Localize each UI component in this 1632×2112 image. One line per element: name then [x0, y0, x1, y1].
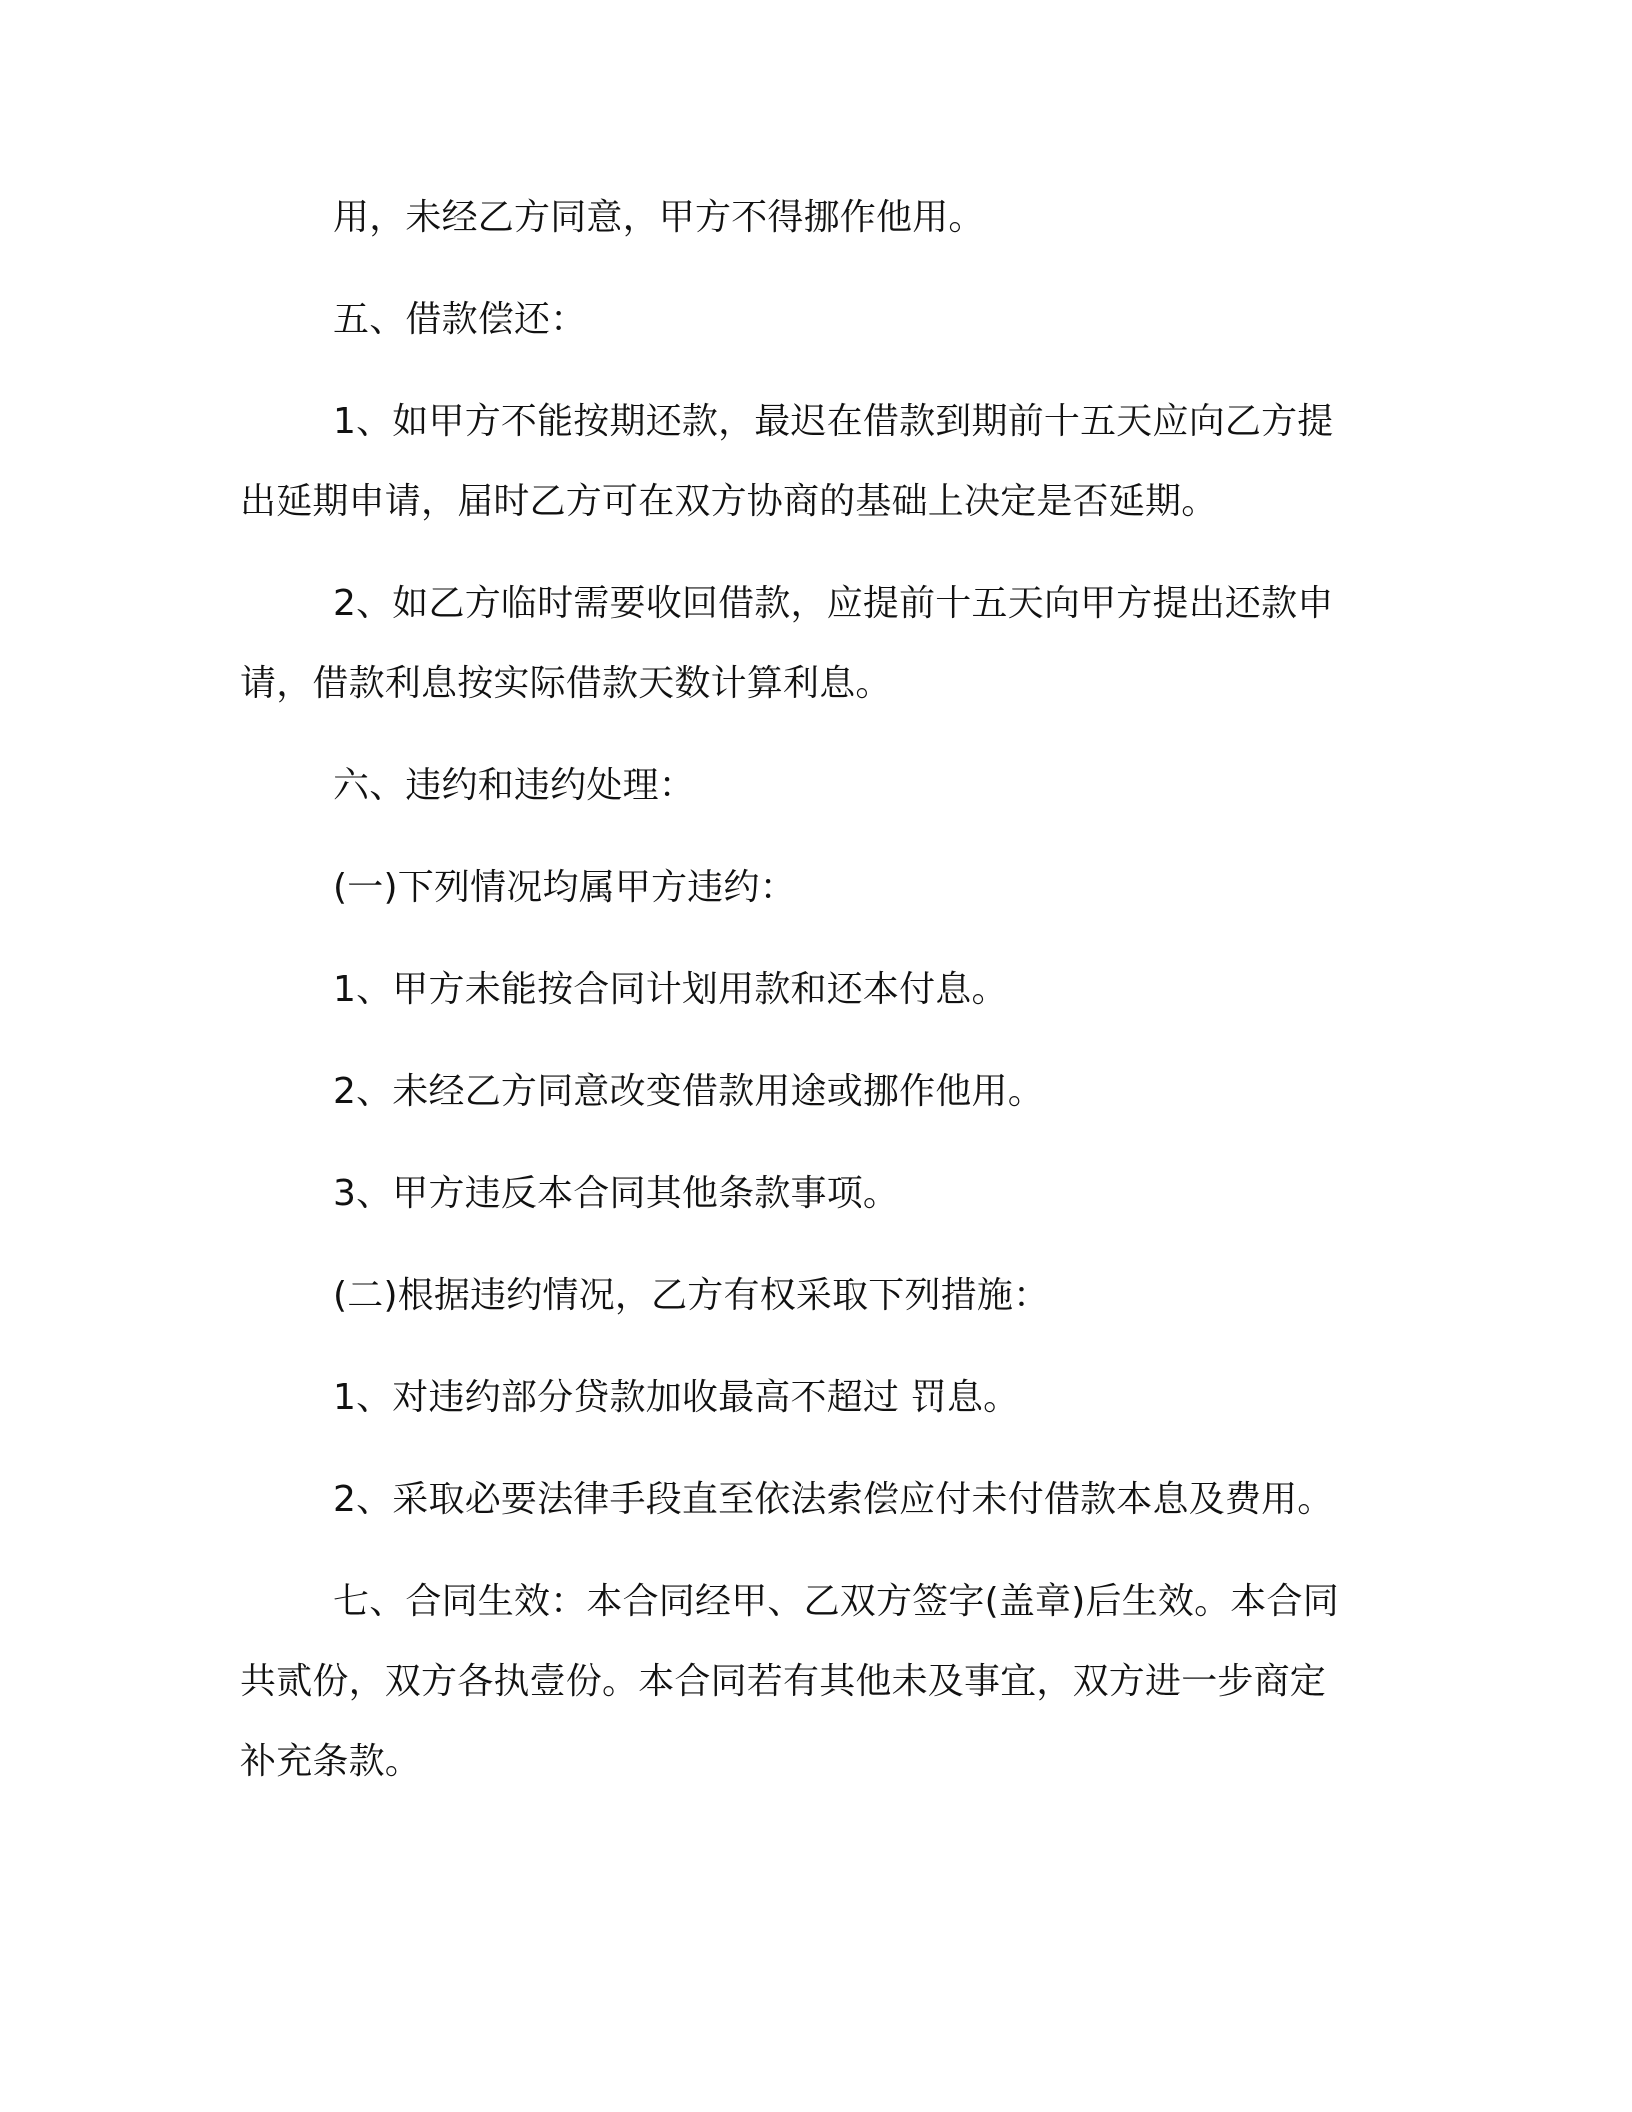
text-line: 2、如乙方临时需要收回借款，应提前十五天向甲方提出还款申	[333, 583, 1334, 624]
section-heading: 六、违约和违约处理：	[333, 765, 696, 806]
text-line: 用，未经乙方同意，甲方不得挪作他用。	[333, 197, 985, 238]
text-line: 出延期申请，届时乙方可在双方协商的基础上决定是否延期。	[240, 481, 1218, 522]
text-line: 1、对违约部分贷款加收最高不超过 罚息。	[333, 1377, 1020, 1418]
section-heading: 七、合同生效：本合同经甲、乙双方签字(盖章)后生效。本合同	[333, 1581, 1339, 1622]
text-line: 2、采取必要法律手段直至依法索偿应付未付借款本息及费用。	[333, 1479, 1334, 1520]
section-heading: 五、借款偿还：	[333, 299, 587, 340]
subsection-heading: (一)下列情况均属甲方违约：	[333, 867, 796, 908]
text-line: 共贰份，双方各执壹份。本合同若有其他未及事宜，双方进一步商定	[240, 1661, 1327, 1702]
subsection-heading: (二)根据违约情况，乙方有权采取下列措施：	[333, 1275, 1050, 1316]
text-line: 2、未经乙方同意改变借款用途或挪作他用。	[333, 1071, 1044, 1112]
text-line: 1、甲方未能按合同计划用款和还本付息。	[333, 969, 1008, 1010]
text-line: 3、甲方违反本合同其他条款事项。	[333, 1173, 900, 1214]
text-line: 1、如甲方不能按期还款，最迟在借款到期前十五天应向乙方提	[333, 401, 1334, 442]
text-line: 请，借款利息按实际借款天数计算利息。	[240, 663, 892, 704]
text-line: 补充条款。	[240, 1741, 422, 1782]
